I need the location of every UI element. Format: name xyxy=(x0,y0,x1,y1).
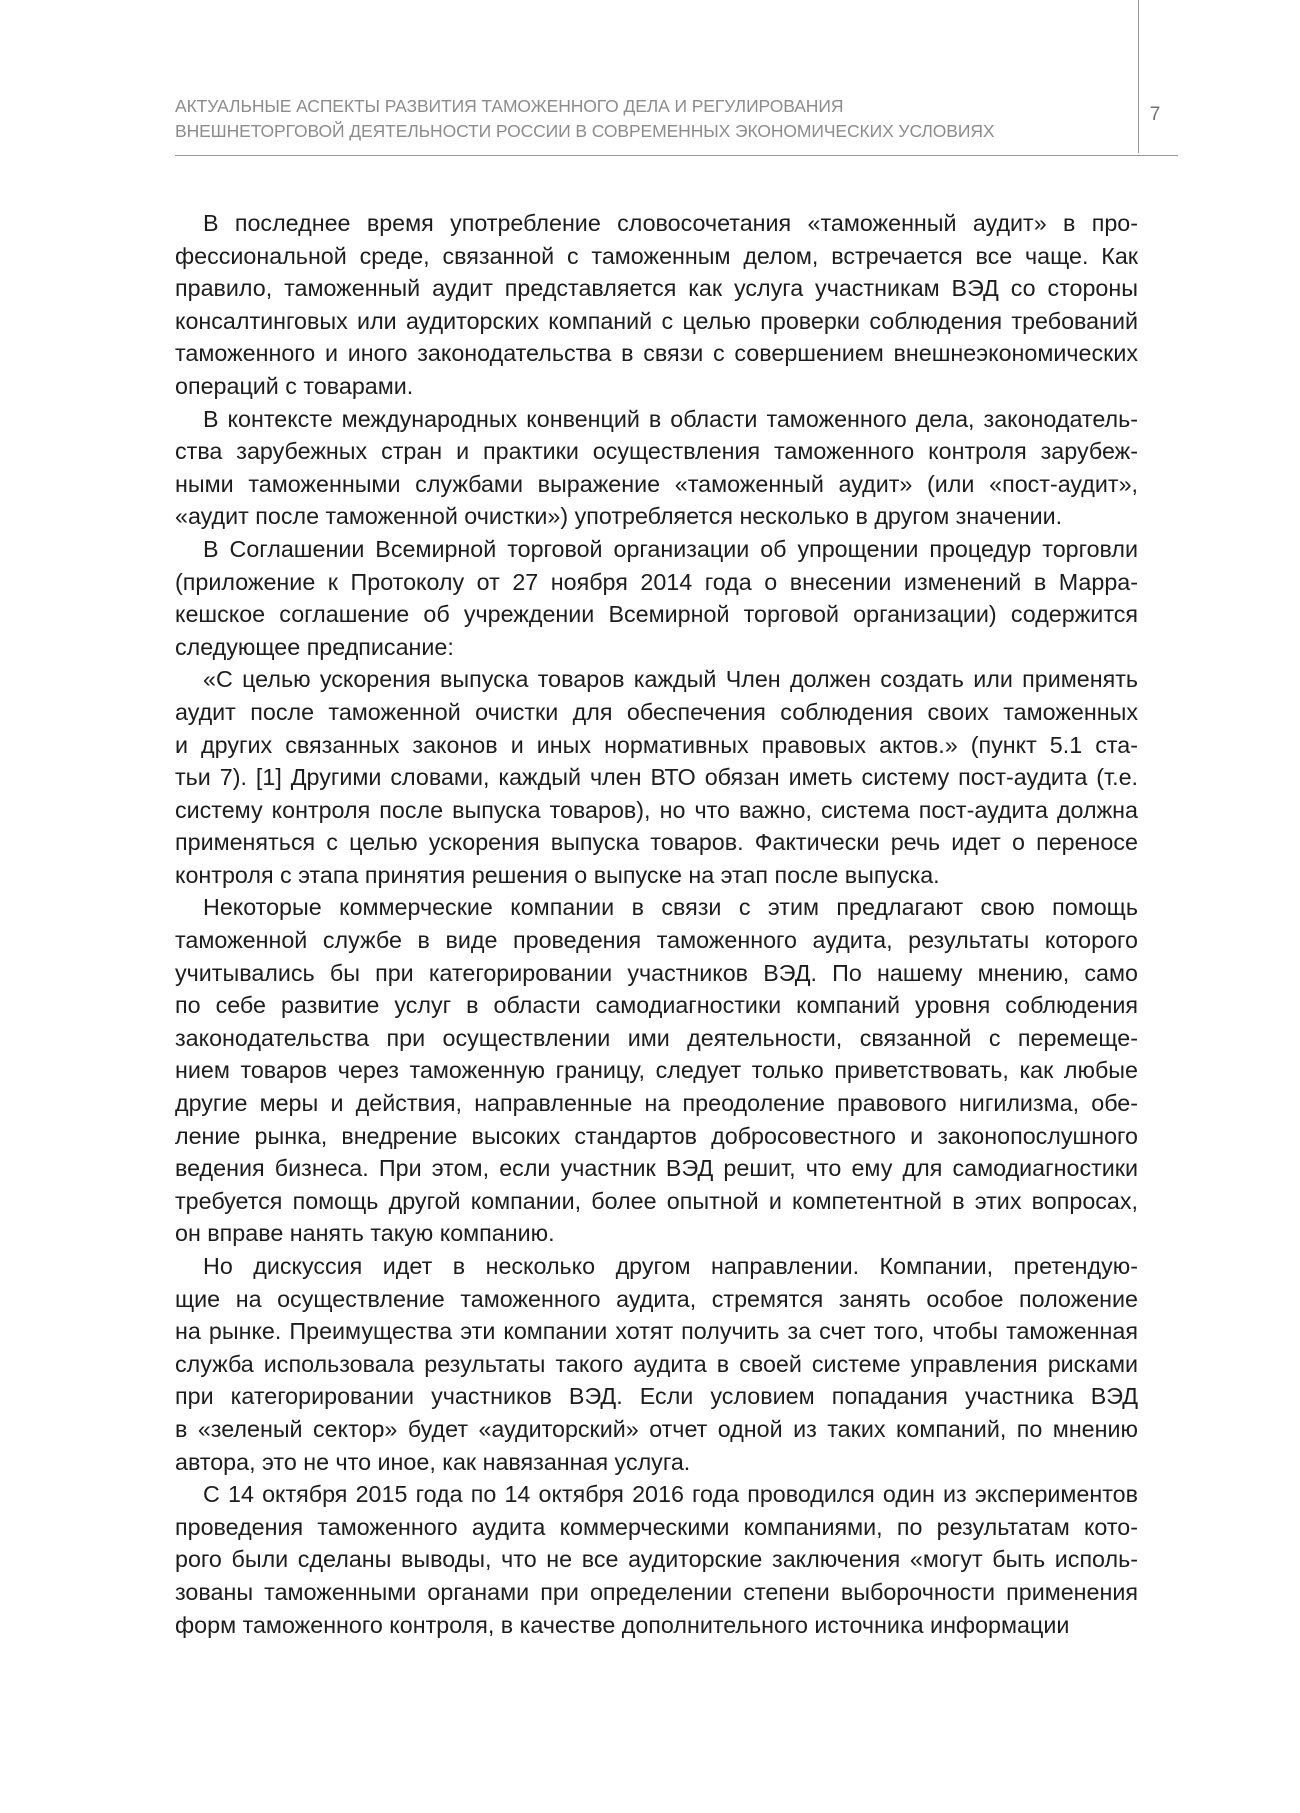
paragraph xyxy=(175,1250,1138,1478)
text-line: ление рынка, внедрение высоких стандартов добросовестного и законопослушного xyxy=(175,1122,1138,1149)
text-line: таможенного и иного законодательства в связи с совершением внешнеэкономических xyxy=(175,340,1138,367)
running-header-line-1: АКТУАЛЬНЫЕ АСПЕКТЫ РАЗВИТИЯ ТАМОЖЕННОГО ДЕЛА И РЕГУЛИРОВАНИЯ xyxy=(175,96,844,116)
text-line: служба использовала результаты такого аудита в своей системе управления рисками xyxy=(175,1350,1138,1377)
text-line: следующее предписание: xyxy=(175,633,454,660)
text-line: операций с товарами. xyxy=(175,372,414,399)
paragraph xyxy=(175,663,1138,891)
text-line: В Соглашении Всемирной торговой организации об упрощении процедур торговли xyxy=(203,535,1138,562)
text-line: щие на осуществление таможенного аудита, стремятся занять особое положение xyxy=(175,1285,1138,1312)
text-line: контроля с этапа принятия решения о выпуске на этап после выпуска. xyxy=(175,861,940,888)
text-line: требуется помощь другой компании, более опытной и компетентной в этих вопросах, xyxy=(175,1187,1138,1214)
paragraph xyxy=(175,403,1138,533)
text-line: зованы таможенными органами при определении степени выборочности применения xyxy=(175,1578,1138,1605)
text-line: на рынке. Преимущества эти компании хотят получить за счет того, чтобы таможенная xyxy=(175,1318,1138,1345)
text-line: Но дискуссия идет в несколько другом направлении. Компании, претендую- xyxy=(203,1253,1138,1279)
text-line: ства зарубежных стран и практики осуществления таможенного контроля зарубеж- xyxy=(175,438,1138,465)
text-line: автора, это не что иное, как навязанная услуга. xyxy=(175,1448,691,1475)
text-line: аудит после таможенной очистки для обеспечения соблюдения своих таможенных xyxy=(175,698,1138,725)
body-text xyxy=(175,207,1138,1641)
paragraph xyxy=(175,1478,1138,1641)
text-line: другие меры и действия, направленные на преодоление правового нигилизма, обе- xyxy=(175,1090,1138,1117)
text-line: учитывались бы при категорировании участников ВЭД. По нашему мнению, само xyxy=(175,959,1138,986)
running-header xyxy=(175,94,1115,144)
page-number: 7 xyxy=(1149,104,1161,125)
text-line: рого были сделаны выводы, что не все аудиторские заключения «могут быть исполь- xyxy=(175,1546,1138,1573)
text-line: проведения таможенного аудита коммерческими компаниями, по результатам кото- xyxy=(175,1513,1138,1540)
text-line: в «зеленый сектор» будет «аудиторский» отчет одной из таких компаний, по мнению xyxy=(175,1415,1138,1442)
text-line: при категорировании участников ВЭД. Если условием попадания участника ВЭД xyxy=(175,1383,1138,1410)
text-line: консалтинговых или аудиторских компаний с целью проверки соблюдения требований xyxy=(175,307,1138,334)
text-line: ными таможенными службами выражение «таможенный аудит» (или «пост-аудит», xyxy=(175,470,1138,497)
paragraph xyxy=(175,891,1138,1250)
text-line: таможенной службе в виде проведения таможенного аудита, результаты которого xyxy=(175,927,1138,954)
text-line: нием товаров через таможенную границу, следует только приветствовать, как любые xyxy=(175,1057,1138,1084)
text-line: по себе развитие услуг в области самодиагностики компаний уровня соблюдения xyxy=(175,992,1138,1019)
paragraph xyxy=(175,533,1138,663)
text-line: «аудит после таможенной очистки») употребляется несколько в другом значении. xyxy=(175,503,1063,530)
text-line: ведения бизнеса. При этом, если участник ВЭД решит, что ему для самодиагностики xyxy=(175,1155,1138,1182)
text-line: Некоторые коммерческие компании в связи с этим предлагают свою помощь xyxy=(203,894,1138,921)
header-horizontal-rule xyxy=(175,155,1178,156)
text-line: правило, таможенный аудит представляется как услуга участникам ВЭД со стороны xyxy=(175,275,1138,302)
text-line: В последнее время употребление словосочетания «таможенный аудит» в про- xyxy=(203,210,1138,236)
text-line: «С целью ускорения выпуска товаров каждый Член должен создать или применять xyxy=(203,666,1138,693)
text-line: он вправе нанять такую компанию. xyxy=(175,1220,555,1247)
text-line: систему контроля после выпуска товаров), но что важно, система пост-аудита должна xyxy=(175,796,1138,823)
text-line: В контексте международных конвенций в области таможенного дела, законодатель- xyxy=(203,405,1138,432)
text-line: законодательства при осуществлении ими деятельности, связанной с перемеще- xyxy=(175,1024,1138,1051)
text-line: С 14 октября 2015 года по 14 октября 2016 года проводился один из экспериментов xyxy=(203,1481,1138,1508)
header-vertical-rule xyxy=(1138,0,1139,153)
text-line: (приложение к Протоколу от 27 ноября 2014 года о внесении изменений в Марра- xyxy=(175,568,1138,595)
text-line: и других связанных законов и иных нормативных правовых актов.» (пункт 5.1 ста- xyxy=(175,731,1138,758)
text-line: кешское соглашение об учреждении Всемирной торговой организации) содержится xyxy=(175,601,1138,628)
running-header-line-2: ВНЕШНЕТОРГОВОЙ ДЕЯТЕЛЬНОСТИ РОССИИ В СОВРЕМЕННЫХ ЭКОНОМИЧЕСКИХ УСЛОВИЯХ xyxy=(175,121,995,141)
text-line: применяться с целью ускорения выпуска товаров. Фактически речь идет о переносе xyxy=(175,829,1138,856)
text-line: фессиональной среде, связанной с таможенным делом, встречается все чаще. Как xyxy=(175,242,1138,269)
text-line: форм таможенного контроля, в качестве дополнительного источника информации xyxy=(175,1611,1070,1638)
text-line: тьи 7). [1] Другими словами, каждый член ВТО обязан иметь систему пост-аудита (т.е. xyxy=(175,764,1138,791)
paragraph xyxy=(175,207,1138,403)
